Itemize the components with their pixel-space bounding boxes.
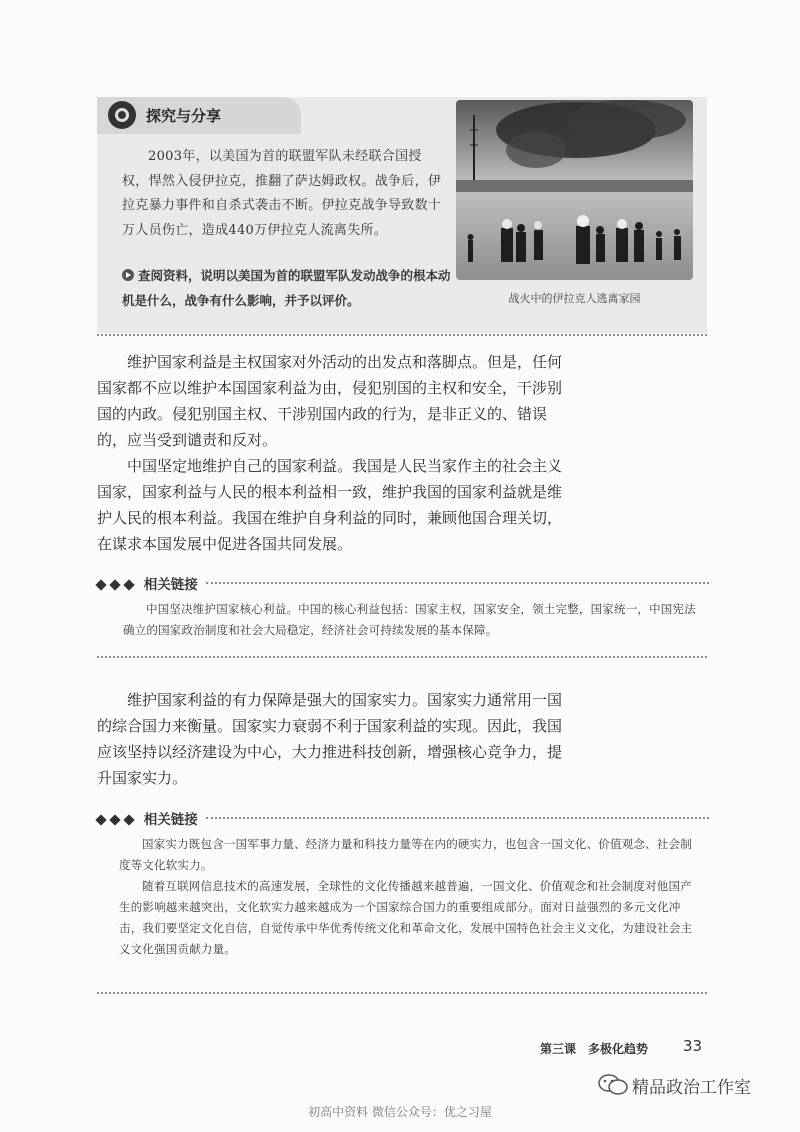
explore-icon xyxy=(108,101,136,129)
related-link-title: 相关链接 xyxy=(143,812,198,828)
related-link-2 xyxy=(97,808,709,960)
paragraph: 维护国家利益是主权国家对外活动的出发点和落脚点。但是，任何国家都不应以维护本国国家利益为由，侵犯别国的主权和安全，干涉别国的内政。侵犯别国主权、干涉别国内政的行为，是非正义的、错误的，应当受到谴责和反对。 xyxy=(97,353,563,449)
paragraph: 中国坚定地维护自己的国家利益。我国是人民当家作主的社会主义国家，国家利益与人民的根本利益相一致，维护我国的国家利益就是维护人民的根本利益。我国在维护自身利益的同时，兼顾他国合理关切，在谋求本国发展中促进各国共同发展。 xyxy=(97,457,563,553)
main-text-1 xyxy=(97,349,575,557)
diamond-icon xyxy=(109,814,120,825)
page-number: 33 xyxy=(683,1037,703,1055)
paragraph: 维护国家利益的有力保障是强大的国家实力。国家实力通常用一国的综合国力来衡量。国家实力衰弱不利于国家利益的实现。因此，我国应该坚持以经济建设为中心，大力推进科技创新，增强核心竞争力，提升国家实力。 xyxy=(97,691,563,787)
diamond-icon xyxy=(123,814,134,825)
chapter-label: 第三课 多极化趋势 xyxy=(540,1042,649,1056)
related-link-title: 相关链接 xyxy=(143,577,198,593)
related-link-1 xyxy=(97,573,709,641)
related-link-text: 中国坚决维护国家核心利益。中国的核心利益包括：国家主权，国家安全，领土完整，国家统一，中国宪法确立的国家政治制度和社会大局稳定，经济社会可持续发展的基本保障。 xyxy=(123,602,696,637)
arrow-right-icon xyxy=(122,269,134,281)
divider xyxy=(97,656,707,658)
related-link-text: 国家实力既包含一国军事力量、经济力量和科技力量等在内的硬实力，也包含一国文化、价值观念、社会制度等文化软实力。 xyxy=(119,837,692,872)
diamond-icon xyxy=(95,579,106,590)
wechat-icon xyxy=(598,1074,628,1096)
main-text-2 xyxy=(97,687,575,791)
divider xyxy=(206,582,709,584)
explore-text: 2003年，以美国为首的联盟军队未经联合国授权，悍然入侵伊拉克，推翻了萨达姆政权。战争后，伊拉克暴力事件和自杀式袭击不断。伊拉克战争导致数十万人员伤亡，造成440万伊拉克人流离失所。 xyxy=(122,149,442,238)
divider xyxy=(206,817,709,819)
divider xyxy=(97,334,707,336)
related-link-text: 随着互联网信息技术的高速发展，全球性的文化传播越来越普遍，一国文化、价值观念和社会制度对他国产生的影响越来越突出，文化软实力越来越成为一个国家综合国力的重要组成部分。面对日益强烈的多元文化冲击，我们要坚定文化自信，自觉传承中华优秀传统文化和革命文化，发展中国特色社会主义文化，为建设社会主义文化强国贡献力量。 xyxy=(119,879,693,956)
photo-caption: 战火中的伊拉克人逃离家园 xyxy=(508,292,641,305)
divider xyxy=(97,992,707,994)
bottom-note: 初高中资料 微信公众号：优之习屋 xyxy=(308,1105,492,1119)
watermark-text: 精品政治工作室 xyxy=(632,1078,751,1098)
war-photo xyxy=(456,100,693,280)
diamond-icon xyxy=(123,579,134,590)
diamond-icon xyxy=(109,579,120,590)
explore-question xyxy=(122,263,452,313)
explore-title: 探究与分享 xyxy=(146,107,222,125)
explore-question-text: 查阅资料，说明以美国为首的联盟军队发动战争的根本动机是什么，战争有什么影响，并予以评价。 xyxy=(122,268,451,308)
diamond-icon xyxy=(95,814,106,825)
